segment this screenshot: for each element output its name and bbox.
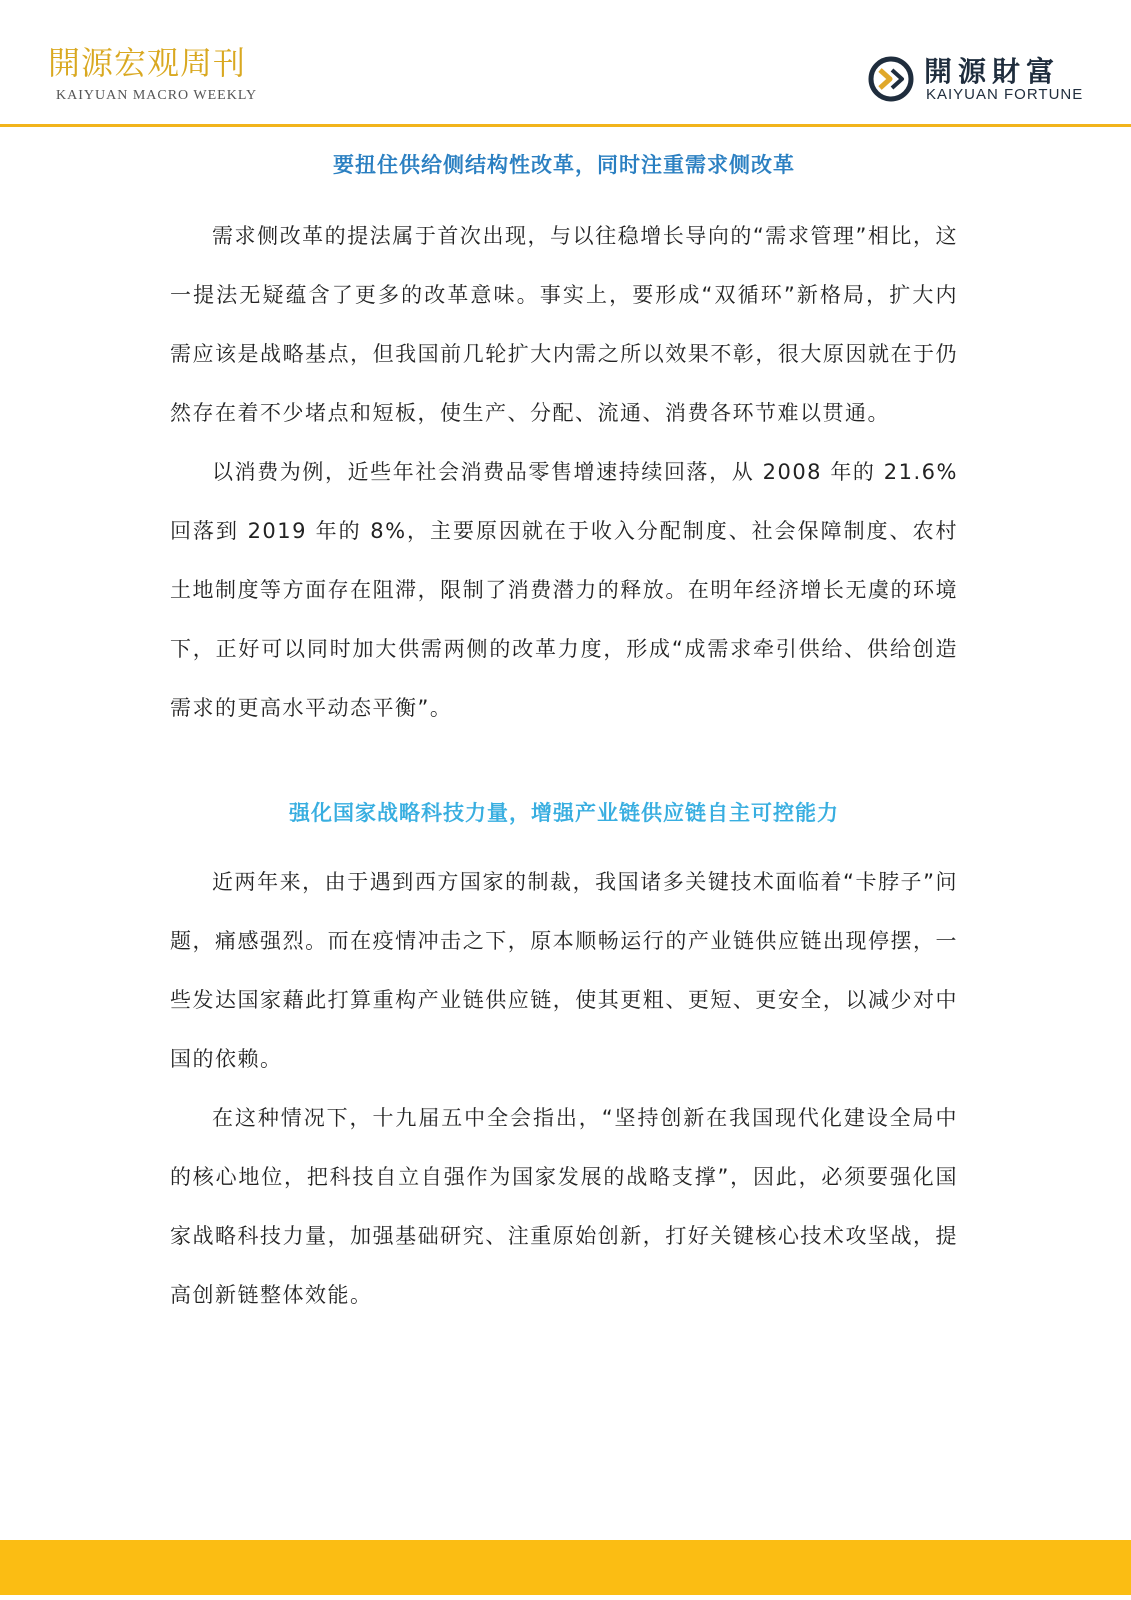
logo-english-name: KAIYUAN FORTUNE xyxy=(926,86,1084,103)
page-header xyxy=(0,0,1131,126)
brand-title: 開源宏观周刊 xyxy=(48,44,247,82)
article-body xyxy=(170,150,958,1325)
logo-name: 開源財富 xyxy=(924,55,1061,88)
footer-band xyxy=(0,1540,1131,1595)
paragraph: 以消费为例，近些年社会消费品零售增速持续回落，从 2008 年的 21.6%回落到 2019 年的 8%，主要原因就在于收入分配制度、社会保障制度、农村土地制度等方面存在阻滞，限制了消费潜力的释放。在明年经济增长无虞的环境下，正好可以同时加大供需两侧的改革力度，形成“成需求牵引供给、供给创造需求的更高水平动态平衡”。 xyxy=(170,460,958,720)
kaiyuan-logo-icon xyxy=(866,54,916,104)
paragraph: 近两年来，由于遇到西方国家的制裁，我国诸多关键技术面临着“卡脖子”问题，痛感强烈。而在疫情冲击之下，原本顺畅运行的产业链供应链出现停摆，一些发达国家藉此打算重构产业链供应链，使其更粗、更短、更安全，以减少对中国的依赖。 xyxy=(170,870,958,1071)
paragraph: 需求侧改革的提法属于首次出现，与以往稳增长导向的“需求管理”相比，这一提法无疑蕴含了更多的改革意味。事实上，要形成“双循环”新格局，扩大内需应该是战略基点，但我国前几轮扩大内需之所以效果不彰，很大原因就在于仍然存在着不少堵点和短板，使生产、分配、流通、消费各环节难以贯通。 xyxy=(170,224,958,425)
company-logo xyxy=(866,50,1086,106)
section-heading: 强化国家战略科技力量，增强产业链供应链自主可控能力 xyxy=(289,801,839,825)
section-heading: 要扭住供给侧结构性改革，同时注重需求侧改革 xyxy=(333,153,795,177)
header-divider xyxy=(0,124,1131,127)
paragraph: 在这种情况下，十九届五中全会指出，“坚持创新在我国现代化建设全局中的核心地位，把科技自立自强作为国家发展的战略支撑”，因此，必须要强化国家战略科技力量，加强基础研究、注重原始创新，打好关键核心技术攻坚战，提高创新链整体效能。 xyxy=(170,1106,958,1307)
brand-subtitle: KAIYUAN MACRO WEEKLY xyxy=(56,88,258,103)
